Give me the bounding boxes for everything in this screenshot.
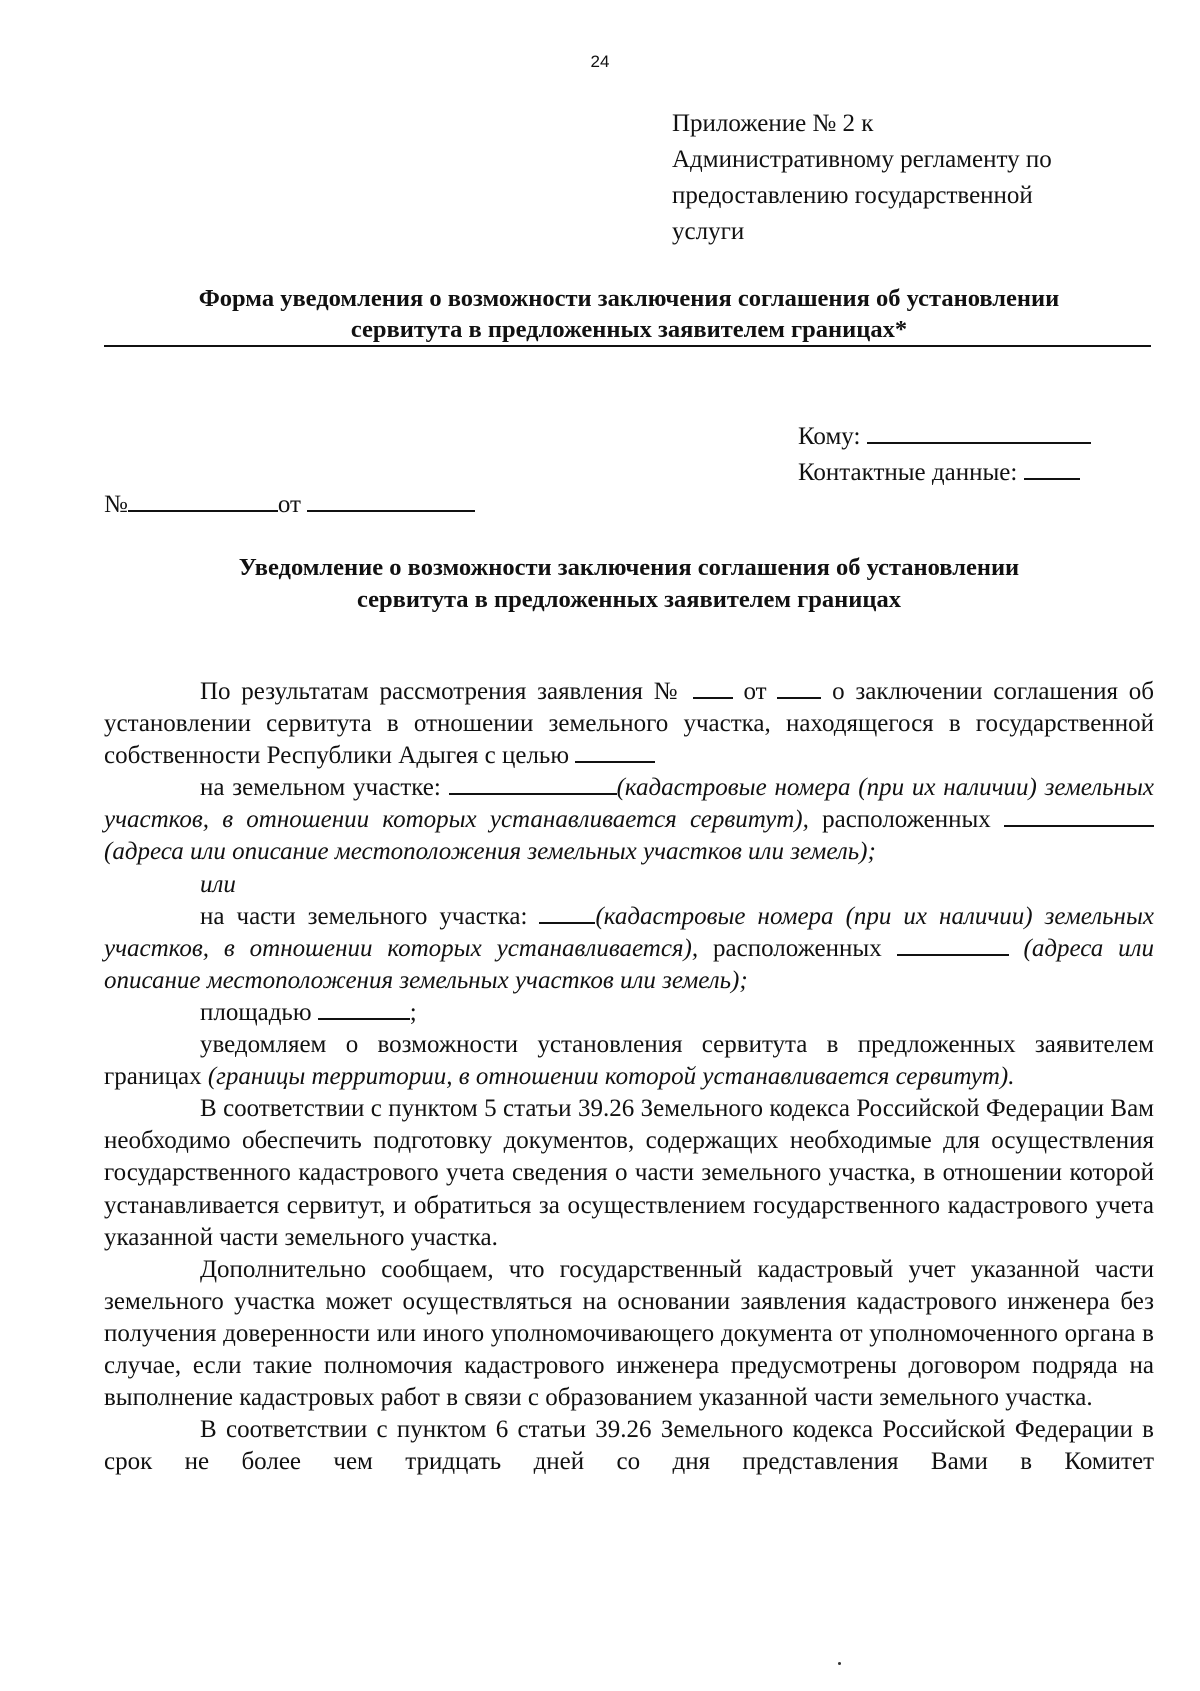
recipient-to-label: Кому:	[798, 423, 861, 450]
appendix-line: Административному регламенту по	[672, 146, 1052, 173]
area-blank	[318, 998, 410, 1020]
appendix-line: Приложение № 2 к	[672, 110, 874, 137]
scan-speck	[838, 1662, 841, 1665]
paragraph-additional: Дополнительно сообщаем, что государственный кадастровый учет указанной части земельного участка может осуществляться на основании заявления кадастрового инженера без получения доверенности или иного уполномочивающего документа от уполномоченного органа в случае, если такие полномочия кадастрового инженера предусмотрены договором подряда на выполнение кадастровых работ в связи с образованием указанной части земельного участка.	[104, 1255, 1154, 1412]
appendix-line: услуги	[672, 218, 745, 245]
application-date-blank	[777, 677, 821, 699]
text-segment: расположенных	[713, 934, 882, 962]
text-segment: площадью	[200, 998, 312, 1026]
text-segment: о заключении соглашения об установлении сервитута в отношении земельного участка, находящегося в государственной собственности Республики Адыгея с целью	[104, 678, 1155, 770]
page-number: 24	[590, 52, 610, 71]
text-segment: По результатам рассмотрения заявления №	[200, 678, 682, 705]
notice-title-line: сервитута в предложенных заявителем границах	[356, 586, 902, 613]
recipient-block	[798, 418, 1091, 490]
part-address-blank	[897, 934, 1009, 956]
cadastral-blank	[449, 773, 617, 795]
title-underline	[104, 345, 1151, 347]
text-segment: от	[743, 678, 767, 705]
form-title-line: сервитута в предложенных заявителем границах*	[350, 316, 908, 343]
notice-body	[104, 676, 1154, 1478]
text-segment: ;	[409, 998, 417, 1026]
appendix-reference	[672, 106, 1132, 250]
paragraph-article-6: В соответствии с пунктом 6 статьи 39.26 Земельного кодекса Российской Федерации в срок не более чем тридцать дней со дня представления Вами в Комитет	[104, 1416, 1154, 1476]
recipient-contacts-label: Контактные данные:	[798, 459, 1018, 486]
hint-text: (кадастровые номера (при их наличии) земельных участков, в отношении которых устанавливается сервитут),	[104, 774, 1154, 834]
paragraph-land-plot	[104, 772, 1154, 868]
paragraph-area	[104, 997, 1154, 1029]
number-blank	[128, 486, 278, 512]
recipient-contacts-blank	[1024, 454, 1080, 480]
address-blank	[1004, 805, 1154, 827]
form-title	[104, 283, 1154, 345]
hint-text: (адреса или описание местоположения земельных участков или земель);	[104, 838, 876, 866]
text-segment: уведомляем о возможности установления сервитута в предложенных заявителем границах	[104, 1031, 1154, 1091]
date-blank	[307, 486, 475, 512]
hint-text: (кадастровые номера (при их наличии) земельных участков, в отношении которых устанавливается),	[104, 902, 1154, 962]
paragraph-article-5: В соответствии с пунктом 5 статьи 39.26 Земельного кодекса Российской Федерации Вам необходимо обеспечить подготовку документов, содержащих необходимые для осуществления государственного кадастрового учета сведения о части земельного участка, в отношении которой устанавливается сервитут, и обратиться за осуществлением государственного кадастрового учета указанной части земельного участка.	[104, 1095, 1154, 1251]
part-cadastral-blank	[539, 902, 595, 924]
notice-title	[104, 552, 1154, 616]
text-segment: на земельном участке:	[200, 774, 441, 802]
paragraph-or: или	[200, 870, 236, 898]
hint-text: (адреса или описание местоположения земельных участков или земель);	[104, 934, 1155, 994]
number-label: №	[104, 491, 128, 518]
form-title-line: Форма уведомления о возможности заключения соглашения об установлении	[198, 285, 1060, 312]
notice-title-line: Уведомление о возможности заключения соглашения об установлении	[238, 554, 1020, 581]
hint-text: (границы территории, в отношении которой устанавливается сервитут).	[207, 1063, 1015, 1091]
application-number-blank	[693, 677, 733, 699]
date-label: от	[277, 491, 301, 518]
paragraph-notify	[104, 1029, 1154, 1093]
paragraph-plot-part	[104, 901, 1154, 997]
text-segment: на части земельного участка:	[200, 902, 528, 930]
text-segment: расположенных	[822, 806, 991, 834]
recipient-to-blank	[867, 418, 1091, 444]
paragraph-application	[104, 676, 1154, 772]
appendix-line: предоставлению государственной	[672, 182, 1033, 209]
purpose-blank	[575, 741, 655, 763]
document-reference	[104, 486, 475, 519]
